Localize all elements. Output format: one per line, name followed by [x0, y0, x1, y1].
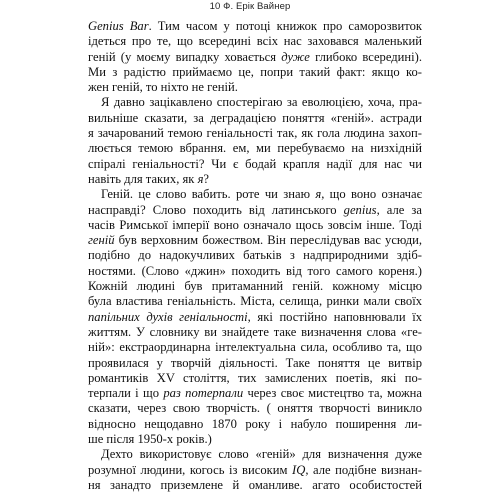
text-line [88, 187, 422, 202]
text-segment: ностями. (Слово «джин» походить від того самого кореня.) [88, 263, 422, 278]
text-line [88, 95, 422, 110]
text-segment: вильніше сказати, за деградацією поняття «геній». астради [88, 110, 422, 125]
italic-text: геній [88, 233, 115, 248]
text-segment: Я давно зацікавлено спостерігаю за еволюцією, хоча, пра- [101, 95, 422, 110]
text-segment: . Тим часом у потоці книжок про саморозвиток [148, 19, 422, 33]
text-segment: була властива геніальність. Міста, селища, ринки мали своїх [88, 294, 422, 309]
text-segment: глибоко всередині). [309, 49, 422, 64]
paragraph [88, 19, 422, 95]
italic-text: я [315, 187, 322, 202]
text-segment: я зачарований темою геніальності так, як гола людина захоп- [88, 126, 422, 141]
text-segment: геній (у моєму випадку ховається [88, 49, 282, 64]
running-header: 10 Ф. Ерік Вайнер [209, 1, 291, 12]
text-segment: ня занадто приземлене й оманливе. агато особистостей [88, 477, 422, 492]
body-text [88, 19, 422, 493]
text-segment: сказати, через свою творчість. ( оняття творчості виникло [88, 401, 422, 416]
text-segment: життям. У словнику ви знайдете таке визначення слова «ге- [88, 324, 422, 339]
text-segment: жен геній, то ніхто не геній. [88, 80, 238, 95]
italic-text: папільних духів геніальності [88, 309, 248, 324]
text-segment: часів Римської імперії воно означало щось зовсім інше. Тоді [88, 217, 422, 232]
text-line [88, 157, 422, 172]
text-line [88, 401, 422, 416]
text-line [88, 19, 422, 34]
text-line [88, 340, 422, 355]
text-segment: , але за [376, 202, 422, 217]
text-line [88, 264, 422, 279]
text-segment: ше після 1950-х років.) [88, 432, 212, 447]
text-segment: ідеться про те, що всередині всіх нас заховався маленький [88, 34, 422, 49]
text-line [88, 111, 422, 126]
text-line [88, 432, 422, 447]
text-line [88, 65, 422, 80]
text-segment: Геній. це слово вабить. роте чи знаю [101, 187, 316, 202]
paragraph [88, 95, 422, 187]
text-segment: подібно до надокучливих батьків з надприродними здіб- [88, 248, 422, 263]
italic-text: я [197, 171, 204, 186]
paragraph [88, 187, 422, 447]
text-line [88, 126, 422, 141]
text-line [88, 386, 422, 401]
text-segment: відносно нещодавно 1870 року і набуло поширення ли- [88, 416, 422, 431]
italic-text: дуже [281, 49, 310, 64]
text-segment: навіть для таких, як [88, 171, 198, 186]
text-line [88, 80, 422, 95]
text-line [88, 172, 422, 187]
text-segment: спіралі геніальності? Чи є бодай крапля надії для нас чи [88, 156, 422, 171]
text-line [88, 310, 422, 325]
text-segment: терпали і що [88, 386, 164, 401]
text-segment: проявилася у творчій діяльності. Таке поняття це витвір [88, 355, 422, 370]
text-line [88, 463, 422, 478]
text-segment: через своє мистецтво та, можна [243, 386, 422, 401]
text-line [88, 248, 422, 263]
italic-text: genius [343, 202, 377, 217]
text-line [88, 34, 422, 49]
text-line [88, 233, 422, 248]
text-line [88, 371, 422, 386]
italic-text: раз потерпали [163, 386, 244, 401]
text-segment: розумної людини, когось із високим [88, 462, 293, 477]
paragraph [88, 447, 422, 493]
italic-text: IQ [292, 462, 306, 477]
text-segment: насправді? Слово походить від латинського [88, 202, 344, 217]
text-line [88, 417, 422, 432]
text-line [88, 356, 422, 371]
text-line [88, 50, 422, 65]
text-segment: Кожній людині був притаманний геній. кожному місцю [88, 279, 422, 294]
italic-text: Genius Bar [88, 19, 149, 33]
text-segment: Дехто використовує слово «геній» для визначення дуже [101, 447, 422, 462]
text-segment: був верховним божеством. Він переслідував вас усюди, [114, 233, 422, 248]
text-line [88, 478, 422, 493]
text-segment: люється темою вбрання. ем, ми перебуваємо на низхідній [88, 141, 422, 156]
text-segment: , які постійно наповнювали їх [247, 309, 422, 324]
text-line [88, 294, 422, 309]
text-segment: романтиків XV століття, тих замислених поетів, які по- [88, 370, 422, 385]
text-line [88, 218, 422, 233]
text-line [88, 325, 422, 340]
text-segment: , але подібне визнан- [305, 462, 422, 477]
text-segment: ? [203, 171, 210, 186]
text-segment: ній»: екстраординарна інтелектуальна сила, особливо та, що [88, 340, 422, 355]
text-line [88, 447, 422, 462]
text-line [88, 141, 422, 156]
text-line [88, 203, 422, 218]
text-segment: Ми з радістю приймаємо це, попри такий факт: якщо ко- [88, 64, 422, 79]
text-line [88, 279, 422, 294]
text-segment: , що воно означає [321, 187, 422, 202]
